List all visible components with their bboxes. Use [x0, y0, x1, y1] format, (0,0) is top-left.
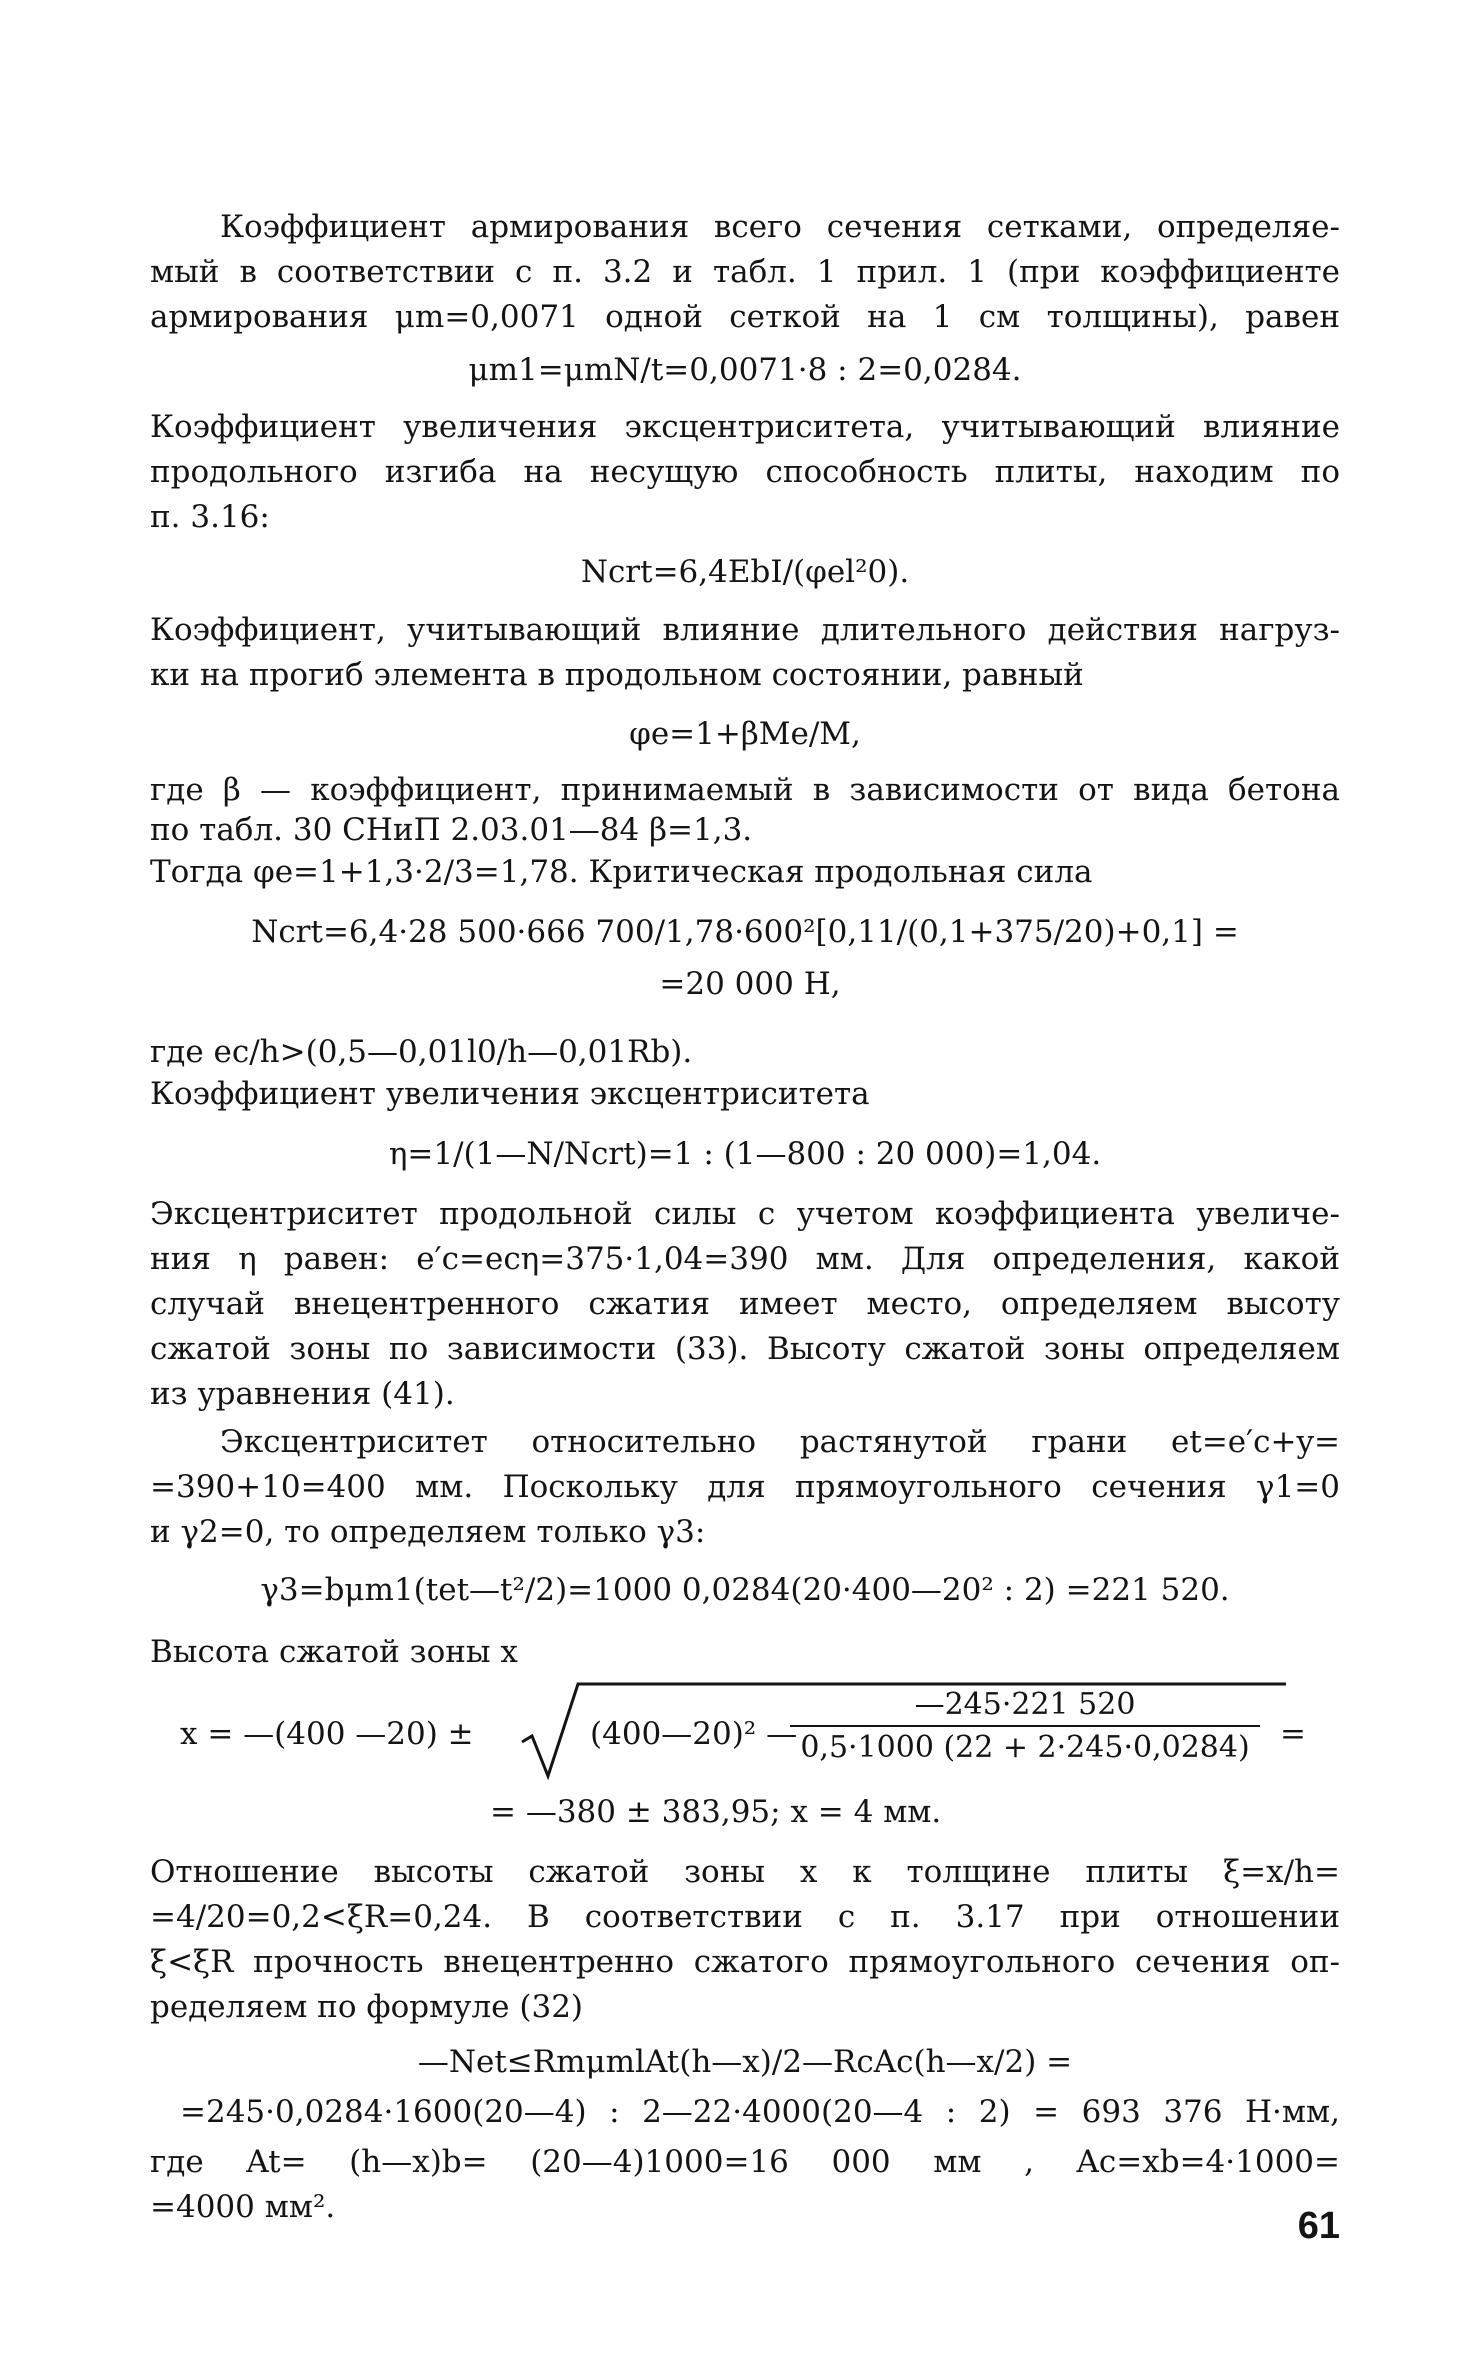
formula-line: =245·0,0284·1600(20—4) : 2—22·4000(20—4 : 2) = 693 376 Н·мм, [180, 2094, 1340, 2130]
text-line: =4000 мм². [150, 2189, 336, 2225]
page-number: 61 [1297, 2205, 1340, 2247]
formula-line: —Net≤RmμmlAt(h—x)/2—RcAc(h—x/2) = [417, 2044, 1073, 2080]
text-line: ки на прогиб элемента в продольном состоянии, равный [150, 657, 1084, 693]
text-line: Коэффициент увеличения эксцентриситета, учитывающий влияние [150, 409, 1340, 445]
text-line: по табл. 30 СНиП 2.03.01—84 β=1,3. [150, 812, 753, 848]
text-line: Высота сжатой зоны x [150, 1634, 518, 1670]
text-line: и γ2=0, то определяем только γ3: [150, 1514, 706, 1550]
formula-line: η=1/(1—N/Ncrt)=1 : (1—800 : 20 000)=1,04. [388, 1136, 1102, 1172]
formula-line: = —380 ± 383,95; x = 4 мм. [490, 1794, 942, 1830]
fraction-numerator: —245·221 520 [790, 1685, 1260, 1727]
text-line: Отношение высоты сжатой зоны x к толщине плиты ξ=x/h= [150, 1854, 1340, 1890]
text-line: ределяем по формуле (32) [150, 1989, 584, 2025]
text-line: где At= (h—x)b= (20—4)1000=16 000 мм , Ac=xb=4·1000= [150, 2144, 1340, 2180]
text-line: Эксцентриситет относительно растянутой грани et=e′c+y= [220, 1424, 1340, 1460]
formula-x-radicand: (400—20)² — [590, 1716, 798, 1752]
formula-line: =20 000 H, [659, 966, 841, 1002]
formula-x-left: x = —(400 —20) ± [180, 1716, 474, 1752]
text-line: Эксцентриситет продольной силы с учетом коэффициента увеличе- [150, 1196, 1340, 1232]
formula-line: Ncrt=6,4·28 500·666 700/1,78·600²[0,11/(0,1+375/20)+0,1] = [251, 914, 1239, 950]
formula-line: μm1=μmN/t=0,0071·8 : 2=0,0284. [468, 352, 1022, 388]
formula-line: φe=1+βMe/M, [629, 716, 861, 752]
text-line: ния η равен: e′c=ecη=375·1,04=390 мм. Для определения, какой [150, 1241, 1340, 1277]
text-line: Коэффициент увеличения эксцентриситета [150, 1076, 870, 1112]
formula-line: γ3=bμm1(tet—t²/2)=1000 0,0284(20·400—20² : 2) =221 520. [260, 1572, 1230, 1608]
text-line: где ec/h>(0,5—0,01l0/h—0,01Rb). [150, 1034, 693, 1070]
text-line: мый в соответствии с п. 3.2 и табл. 1 прил. 1 (при коэффициенте [150, 254, 1340, 290]
text-line: п. 3.16: [150, 499, 270, 535]
text-line: Коэффициент, учитывающий влияние длительного действия нагруз- [150, 612, 1340, 648]
fraction-denominator: 0,5·1000 (22 + 2·245·0,0284) [800, 1730, 1250, 1765]
text-line: из уравнения (41). [150, 1376, 455, 1412]
formula-equals: = [1280, 1716, 1306, 1752]
text-line: Тогда φe=1+1,3·2/3=1,78. Критическая продольная сила [150, 854, 1093, 890]
text-line: продольного изгиба на несущую способность плиты, находим по [150, 454, 1340, 490]
text-line: =390+10=400 мм. Поскольку для прямоугольного сечения γ1=0 [150, 1469, 1340, 1505]
text-line: Коэффициент армирования всего сечения сетками, определяе- [220, 209, 1340, 245]
text-line: где β — коэффициент, принимаемый в зависимости от вида бетона [150, 772, 1340, 808]
text-line: сжатой зоны по зависимости (33). Высоту сжатой зоны определяем [150, 1331, 1340, 1367]
text-line: случай внецентренного сжатия имеет место, определяем высоту [150, 1286, 1340, 1322]
text-line: =4/20=0,2<ξR=0,24. В соответствии с п. 3.17 при отношении [150, 1899, 1340, 1935]
text-line: ξ<ξR прочность внецентренно сжатого прямоугольного сечения оп- [150, 1944, 1340, 1980]
formula-line: Ncrt=6,4EbI/(φel²0). [580, 554, 910, 590]
text-line: армирования μm=0,0071 одной сеткой на 1 см толщины), равен [150, 299, 1340, 335]
